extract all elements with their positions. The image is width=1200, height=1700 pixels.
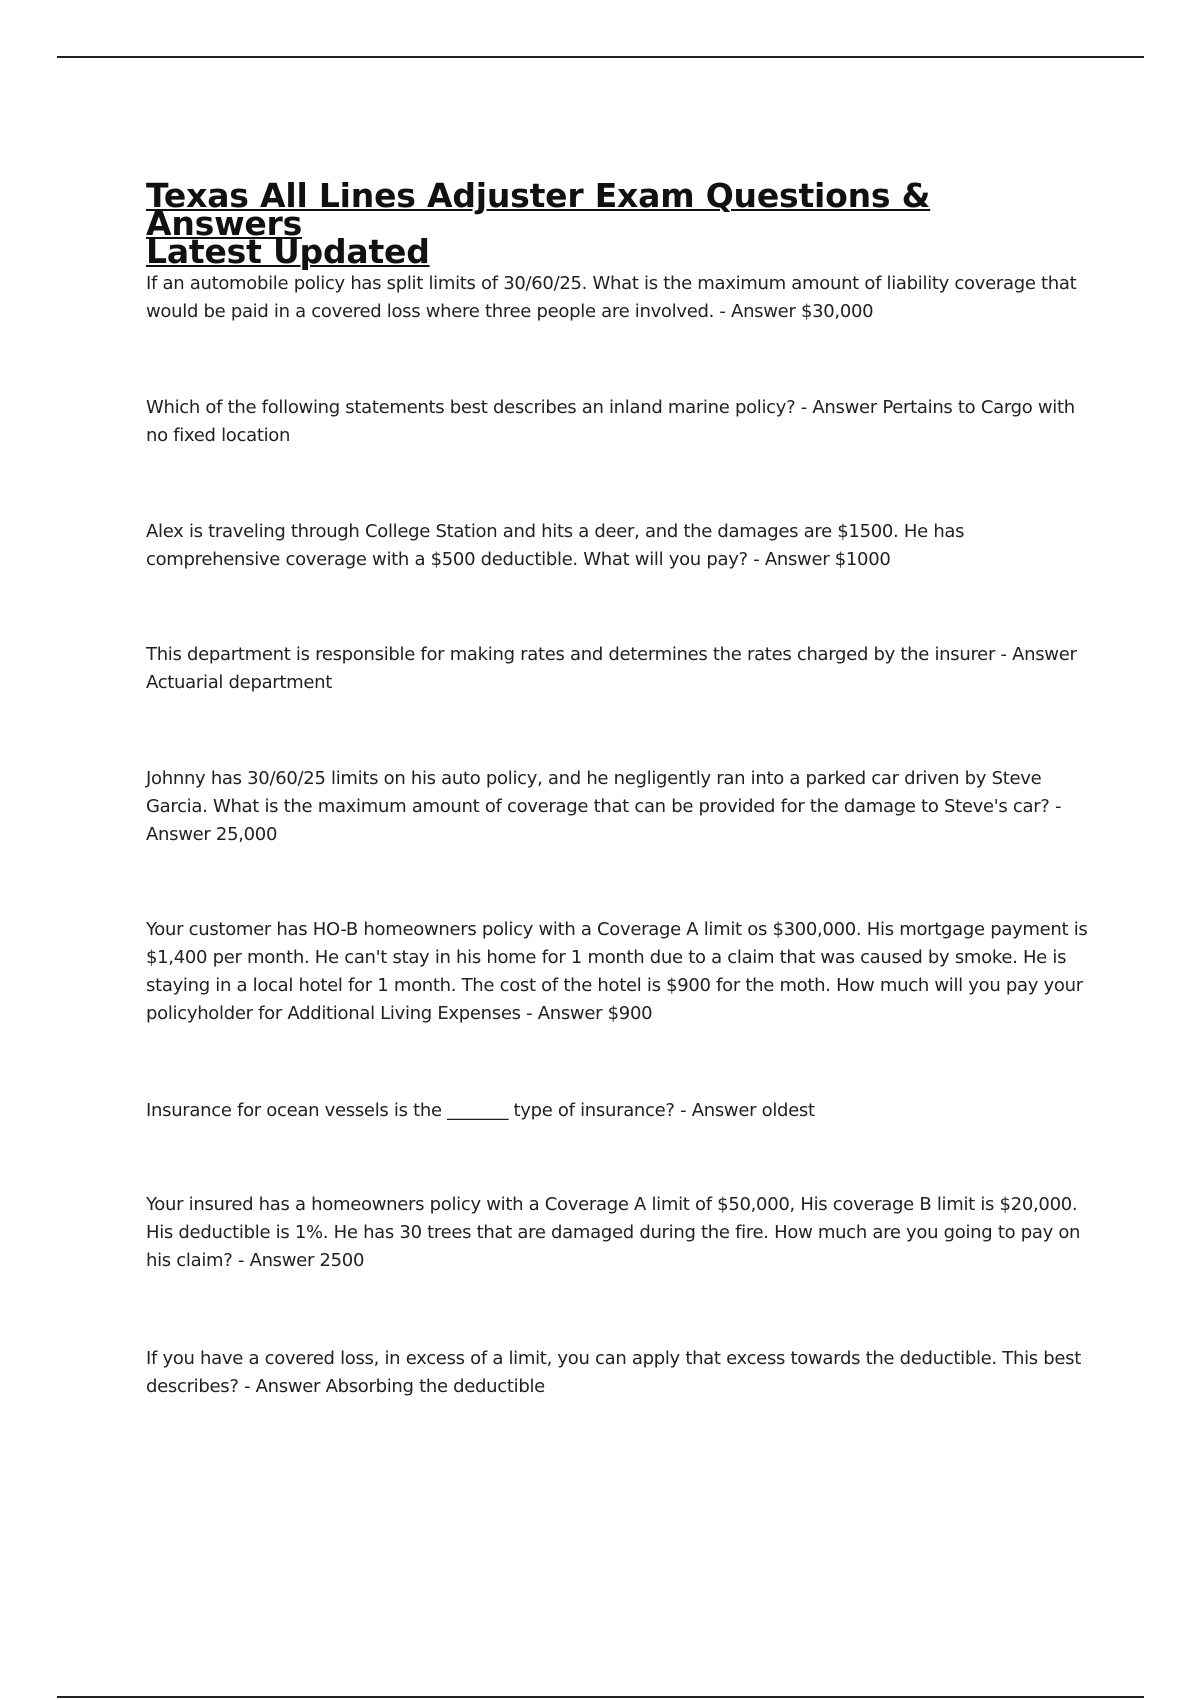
- qa-item-3: Alex is traveling through College Station and hits a deer, and the damages are $1500. He has comprehensive coverage with a $500 deductible. What will you pay? - Answer $1000: [146, 521, 965, 570]
- qa-item-4: This department is responsible for making rates and determines the rates charged by the insurer - Answer Actuarial department: [146, 644, 1077, 693]
- qa-item-1: If an automobile policy has split limits of 30/60/25. What is the maximum amount of liability coverage that would be paid in a covered loss where three people are involved. - Answer $30,000: [146, 273, 1077, 322]
- qa-item-5: Johnny has 30/60/25 limits on his auto policy, and he negligently ran into a parked car driven by Steve Garcia. What is the maximum amount of coverage that can be provided for the damage to Steve's car? - Answer 25,000: [146, 768, 1062, 845]
- qa-item-8: Your insured has a homeowners policy with a Coverage A limit of $50,000, His coverage B limit is $20,000. His deductible is 1%. He has 30 trees that are damaged during the fire. How much are you going to pay on his claim? - Answer 2500: [146, 1194, 1081, 1271]
- qa-item-6: Your customer has HO-B homeowners policy with a Coverage A limit os $300,000. His mortgage payment is $1,400 per month. He can't stay in his home for 1 month due to a claim that was caused by smoke. He is staying in a local hotel for 1 month. The cost of the hotel is $900 for the moth. How much will you pay your policyholder for Additional Living Expenses - Answer $900: [146, 919, 1088, 1024]
- header-rule: [57, 56, 1144, 58]
- qa-item-2: Which of the following statements best describes an inland marine policy? - Answer Pertains to Cargo with no fixed location: [146, 397, 1075, 446]
- qa-item-9: If you have a covered loss, in excess of a limit, you can apply that excess towards the deductible. This best describes? - Answer Absorbing the deductible: [146, 1348, 1082, 1397]
- document-title-line-1: Texas All Lines Adjuster Exam Questions & Answers: [146, 176, 931, 243]
- document-title-line-2: Latest Updated: [146, 232, 430, 271]
- document-title: [146, 176, 1026, 271]
- qa-item-7: Insurance for ocean vessels is the _______ type of insurance? - Answer oldest: [146, 1100, 815, 1121]
- footer-rule: [57, 1696, 1144, 1698]
